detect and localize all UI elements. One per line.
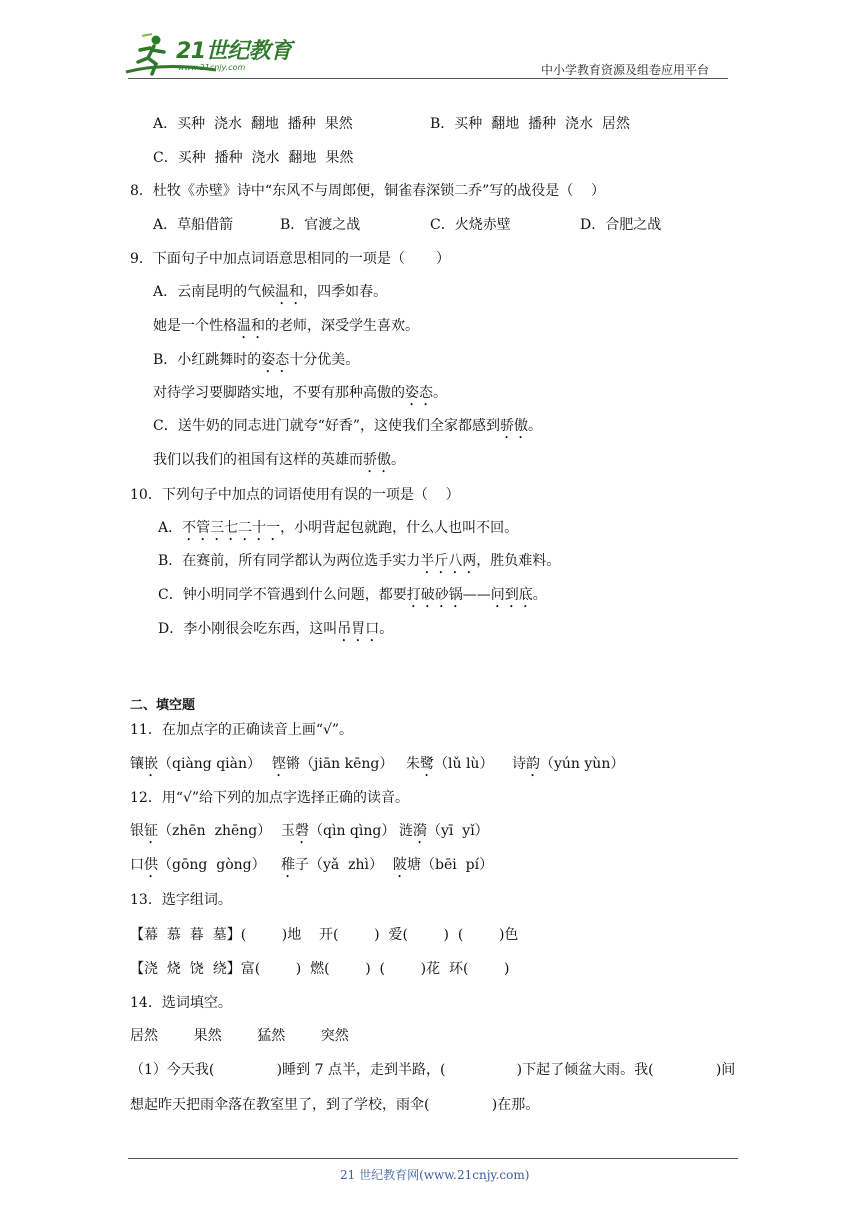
q14-sentence-line-2: 想起昨天把雨伞落在教室里了，到了学校，雨伞( )在那。 xyxy=(130,1097,540,1113)
q9-a-line2: 她是一个性格温和的老师，深受学生喜欢。 xyxy=(153,318,419,334)
q12-item-4: 口供（gōng gòng） xyxy=(130,857,266,873)
q7-option-b: B．买种 翻地 播种 浇水 居然 xyxy=(430,116,630,132)
q8-stem: 8．杜牧《赤壁》诗中“东风不与周郎便，铜雀春深锁二乔”写的战役是（ ） xyxy=(130,183,606,199)
q10-option-a: A．不管三七二十一，小明背起包就跑，什么人也叫不回。 xyxy=(158,520,519,536)
q11-item-3: 朱鹭（lǔ lù） xyxy=(406,756,494,772)
q13-line-1: 【幕 慕 暮 墓】( )地 开( ) 爱( ) ( )色 xyxy=(130,927,519,943)
q9-b-line1: B．小红跳舞时的姿态十分优美。 xyxy=(153,352,360,368)
q11-item-4: 诗韵（yún yùn） xyxy=(512,756,625,772)
q7-option-c: C．买种 播种 浇水 翻地 果然 xyxy=(153,150,354,166)
footer-divider xyxy=(128,1158,738,1159)
q12-item-1: 银钲（zhēn zhēng） xyxy=(130,823,272,839)
q12-item-2: 玉磬（qìn qìng） xyxy=(281,823,396,839)
q8-option-b: B．官渡之战 xyxy=(280,217,361,233)
q9-a-line1: A．云南昆明的气候温和，四季如春。 xyxy=(153,284,388,300)
q12-item-5: 稚子（yǎ zhì） xyxy=(281,857,384,873)
brand-url: www.21cnjy.com xyxy=(178,63,246,72)
section-title-fill-in: 二、填空题 xyxy=(130,698,196,713)
q14-stem: 14．选词填空。 xyxy=(130,995,232,1011)
q11-item-1: 镶嵌（qiàng qiàn） xyxy=(130,756,262,772)
header-divider xyxy=(128,78,728,79)
q8-option-c: C．火烧赤壁 xyxy=(430,217,511,233)
q10-option-c: C．钟小明同学不管遇到什么问题，都要打破砂锅——问到底。 xyxy=(158,587,547,603)
footer-link[interactable]: 21 世纪教育网(www.21cnjy.com) xyxy=(340,1168,530,1182)
q10-stem: 10．下列句子中加点的词语使用有误的一项是（ ） xyxy=(130,487,460,503)
q11-stem: 11．在加点字的正确读音上画“√”。 xyxy=(130,722,354,738)
platform-name: 中小学教育资源及组卷应用平台 xyxy=(541,63,710,77)
q10-option-d: D．李小刚很会吃东西，这叫吊胃口。 xyxy=(158,621,394,637)
q13-line-2: 【浇 烧 饶 绕】富( ) 燃( ) ( )花 环( ) xyxy=(130,961,510,977)
q14-word-bank: 居然 果然 猛然 突然 xyxy=(130,1028,349,1044)
q8-option-a: A．草船借箭 xyxy=(153,217,234,233)
q9-b-line2: 对待学习要脚踏实地，不要有那种高傲的姿态。 xyxy=(153,385,447,401)
q12-item-3: 涟漪（yī yǐ） xyxy=(399,823,489,839)
q9-stem: 9．下面句子中加点词语意思相同的一项是（ ） xyxy=(130,251,451,267)
q12-item-6: 陂塘（bēi pí） xyxy=(393,857,494,873)
q14-sentence-line-1: （1）今天我( )睡到 7 点半，走到半路，( )下起了倾盆大雨。我( )间 xyxy=(130,1062,736,1078)
q9-c-line1: C．送牛奶的同志进门就夸“好香”，这使我们全家都感到骄傲。 xyxy=(153,418,543,434)
q13-stem: 13．选字组词。 xyxy=(130,892,232,908)
q10-option-b: B．在赛前，所有同学都认为两位选手实力半斤八两，胜负难料。 xyxy=(158,553,561,569)
q11-item-2: 铿锵（jiān kēng） xyxy=(272,756,394,772)
q7-option-a: A．买种 浇水 翻地 播种 果然 xyxy=(153,116,353,132)
q9-c-line2: 我们以我们的祖国有这样的英雄而骄傲。 xyxy=(153,452,405,468)
q12-stem: 12．用“√”给下列的加点字选择正确的读音。 xyxy=(130,790,410,806)
q8-option-d: D．合肥之战 xyxy=(580,217,662,233)
brand-name: 21世纪教育 xyxy=(176,39,292,64)
